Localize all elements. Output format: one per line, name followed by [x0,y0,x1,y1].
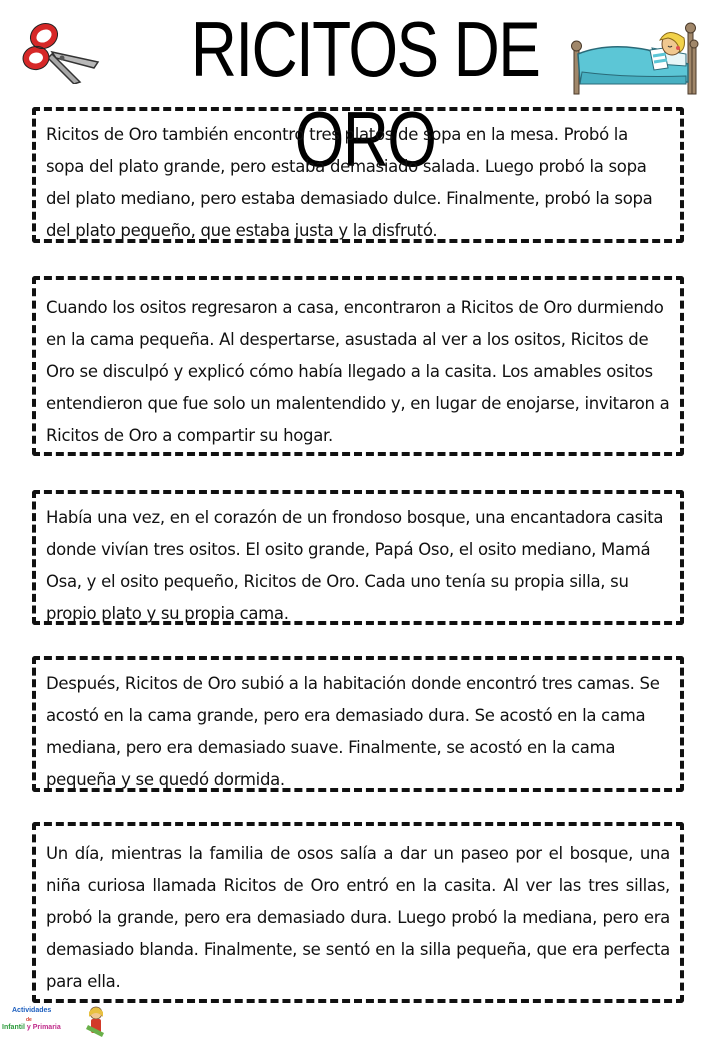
publisher-logo [2,1005,112,1039]
logo-line-1: Actividades [12,1007,52,1014]
logo-primaria: y Primaria [24,1024,61,1031]
story-text-1: Ricitos de Oro también encontró tres platos de sopa en la mesa. Probó la sopa del plato grande, pero estaba demasiado salada. Luego probó la sopa del plato mediano, pero estaba demasiado dulce. Finalmente, probó la sopa del plato pequeño, que estaba justa y la disfrutó. [46,125,653,240]
logo-line-3 [2,1024,61,1032]
story-box-5 [32,822,684,1003]
story-text-2: Cuando los ositos regresaron a casa, encontraron a Ricitos de Oro durmiendo en la cama pequeña. Al despertarse, asustada al ver a los ositos, Ricitos de Oro se disculpó y explicó cómo había llegado a la casita. Los amables ositos entendieron que fue solo un malentendido y, en lugar de enojarse, invitaron a Ricitos de Oro a compartir su hogar. [46,298,670,445]
logo-line-2: de [26,1017,32,1023]
girl-mascot-icon [84,1005,108,1039]
story-box-2 [32,276,684,456]
scissors-icon [22,22,102,84]
logo-infantil: Infantil [2,1024,25,1031]
story-box-3 [32,490,684,625]
story-box-4 [32,656,684,792]
story-text-3: Había una vez, en el corazón de un frondoso bosque, una encantadora casita donde vivían tres ositos. El osito grande, Papá Oso, el osito mediano, Mamá Osa, y el osito pequeño, Ricitos de Oro. Cada uno tenía su propia silla, su propio plato y su propia cama. [46,508,664,623]
page-title: RICITOS DE ORO [190,5,540,183]
story-text-4: Después, Ricitos de Oro subió a la habitación donde encontró tres camas. Se acostó en la cama grande, pero era demasiado dura. Se acostó en la cama mediana, pero era demasiado suave. Finalmente, se acostó en la cama pequeña y se quedó dormida. [46,674,660,789]
story-text-5: Un día, mientras la familia de osos salía a dar un paseo por el bosque, una niña curiosa llamada Ricitos de Oro entró en la casita. Al ver las tres sillas, probó la grande, pero era demasiado dura. Luego probó la mediana, pero era demasiado blanda. Finalmente, se sentó en la silla pequeña, que era perfecta para ella. [46,844,670,991]
story-box-1 [32,107,684,243]
sleeping-girl-in-bed-illustration [568,18,700,96]
